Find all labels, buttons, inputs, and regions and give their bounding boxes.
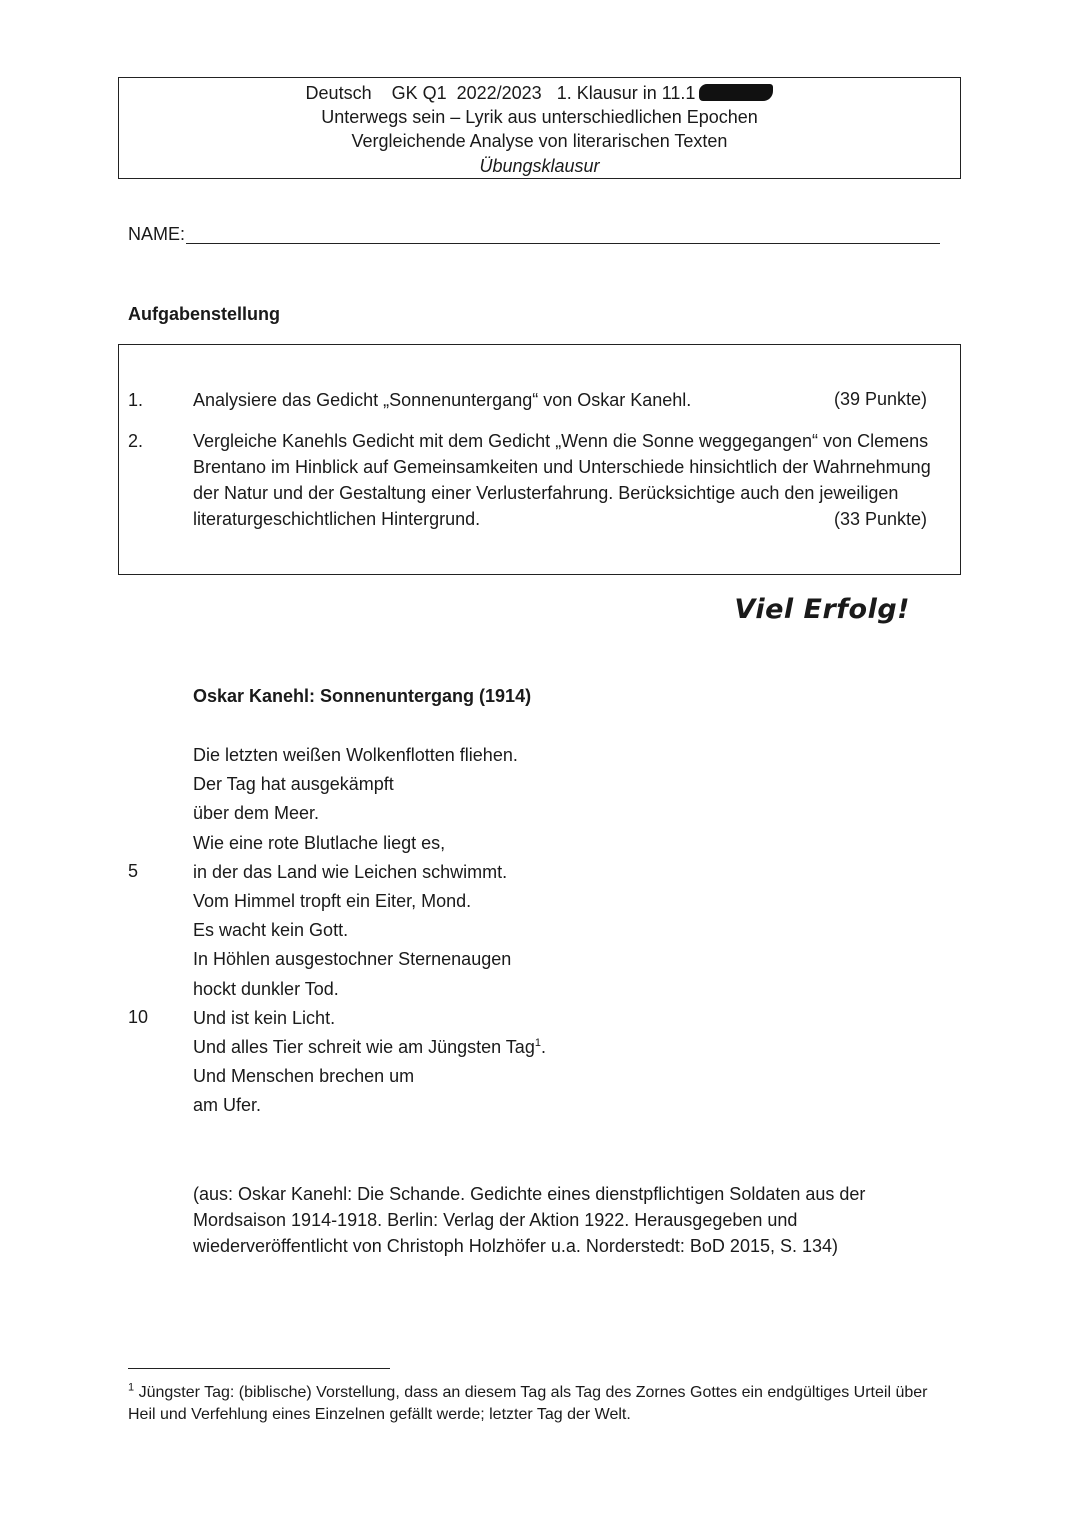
poem-line: Und ist kein Licht. (193, 1007, 336, 1028)
line-number-10: 10 (128, 1007, 149, 1027)
redaction-mark (699, 84, 773, 101)
poem-line: am Ufer. (193, 1095, 262, 1116)
task-2-points: (33 Punkte) (834, 509, 928, 529)
poem-line: über dem Meer. (193, 803, 320, 824)
poem-line: Vom Himmel tropft ein Eiter, Mond. (193, 890, 472, 911)
poem-line: In Höhlen ausgestochner Sternenaugen (193, 949, 512, 970)
header-course-text: Deutsch GK Q1 2022/2023 1. Klausur in 11.1 (305, 83, 696, 103)
footnote-reference: 1 (534, 1036, 541, 1049)
poem-title: Oskar Kanehl: Sonnenuntergang (1914) (193, 686, 532, 706)
poem-line: in der das Land wie Leichen schwimmt. (193, 861, 508, 882)
header-topic: Unterwegs sein – Lyrik aus unterschiedlichen Epochen (321, 107, 758, 127)
header-exam-type: Übungsklausur (479, 156, 600, 176)
footnote-mark: 1 (128, 1381, 135, 1394)
task-2-text: Vergleiche Kanehls Gedicht mit dem Gedicht „Wenn die Sonne weggegangen“ von Clemens Brentano im Hinblick auf Gemeinsamkeiten und Unterschiede hinsichtlich der Wahrnehmung der Natur und der Gestaltung einer Verlusterfahrung. Berücksichtige auch den jeweiligen literaturgeschichtlichen Hintergrund. (193, 431, 931, 529)
section-heading: Aufgabenstellung (128, 304, 280, 324)
poem-line: Und Menschen brechen um (193, 1066, 415, 1087)
header-subtitle: Vergleichende Analyse von literarischen Texten (351, 131, 728, 151)
poem-line-with-footnote (193, 1036, 546, 1065)
poem-line: hockt dunkler Tod. (193, 978, 339, 999)
footnote (128, 1382, 958, 1426)
name-field-line (186, 243, 940, 244)
task-2-number: 2. (128, 431, 144, 451)
footnote-text: Jüngster Tag: (biblische) Vorstellung, dass an diesem Tag als Tag des Zornes Gottes ein endgültiges Urteil über Heil und Verfehlung eines Einzelnen gefällt werde; letzter Tag der Welt. (128, 1384, 928, 1423)
poem-line: Die letzten weißen Wolkenflotten fliehen. (193, 745, 518, 765)
source-citation: (aus: Oskar Kanehl: Die Schande. Gedichte eines dienstpflichtigen Soldaten aus der Mordsaison 1914-1918. Berlin: Verlag der Aktion 1922. Herausgegeben und wiederveröffentlicht von Christoph Holzhöfer u.a. Norderstedt: BoD 2015, S. 134) (193, 1184, 866, 1256)
footnote-rule (128, 1368, 390, 1369)
poem-line-period: . (540, 1036, 546, 1057)
poem-body (193, 744, 546, 1123)
poem-line: Es wacht kein Gott. (193, 920, 349, 941)
task-1-points: (39 Punkte) (834, 389, 928, 409)
line-number-5: 5 (128, 861, 139, 881)
task-1-text: Analysiere das Gedicht „Sonnenuntergang“ von Oskar Kanehl. (193, 390, 692, 410)
header-course-line (118, 81, 961, 105)
good-luck-note: Viel Erfolg! (734, 594, 910, 625)
name-label: NAME: (128, 224, 186, 244)
task-1-number: 1. (128, 390, 144, 410)
poem-line: Der Tag hat ausgekämpft (193, 774, 394, 795)
poem-line: Wie eine rote Blutlache liegt es, (193, 832, 446, 853)
poem-line-text: Und alles Tier schreit wie am Jüngsten Tag (193, 1036, 535, 1057)
